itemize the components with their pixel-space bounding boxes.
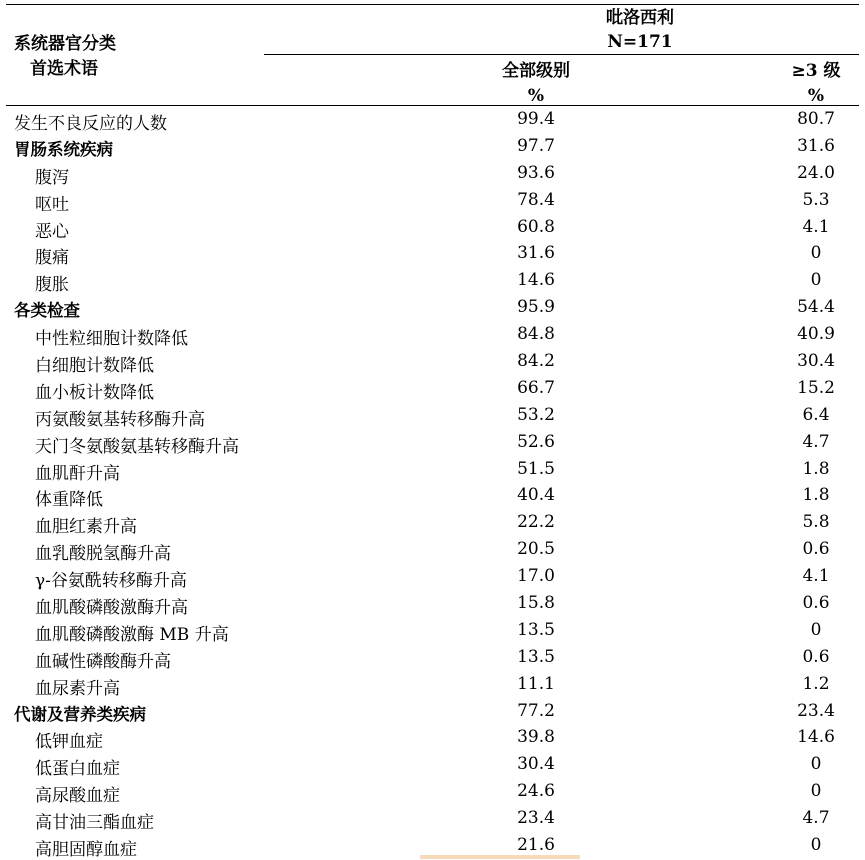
all-grades-value: 77.2 — [517, 700, 555, 721]
grade3-value: 31.6 — [797, 135, 835, 156]
row-term: 血肌酸磷酸激酶 MB 升高 — [35, 624, 229, 645]
all-grades-value: 78.4 — [517, 189, 555, 210]
grade3-value: 1.8 — [802, 458, 830, 479]
all-grades-value: 97.7 — [517, 135, 555, 156]
table-row — [0, 268, 865, 295]
header-soc: 系统器官分类 — [14, 34, 116, 54]
all-grades-value: 11.1 — [517, 673, 555, 694]
grade3-value: 0 — [810, 781, 822, 802]
grade3-value: 23.4 — [797, 700, 835, 721]
row-term: 呕吐 — [35, 194, 69, 215]
all-grades-value: 66.7 — [517, 377, 555, 398]
all-grades-value: 84.8 — [517, 324, 555, 345]
grade3-value: 0.6 — [802, 646, 830, 667]
table-row — [0, 215, 865, 242]
row-term: 高胆固醇血症 — [35, 840, 137, 860]
table-row — [0, 672, 865, 699]
grade3-value: 6.4 — [802, 404, 830, 425]
row-term: 腹泻 — [35, 167, 69, 188]
grade3-value: 1.2 — [802, 673, 830, 694]
grade3-value: 15.2 — [797, 377, 835, 398]
table-row — [0, 376, 865, 403]
header-drug-name: 吡洛西利 — [606, 8, 674, 28]
row-term: 血尿素升高 — [35, 678, 120, 699]
all-grades-value: 15.8 — [517, 593, 555, 614]
grade3-value: 54.4 — [797, 297, 835, 318]
category-row — [0, 295, 865, 322]
row-term: 各类检查 — [14, 301, 80, 321]
row-term: 血小板计数降低 — [35, 382, 154, 403]
row-term: 血胆红素升高 — [35, 517, 137, 538]
table-row — [0, 537, 865, 564]
grade3-value: 0 — [810, 835, 822, 856]
grade3-value: 14.6 — [797, 727, 835, 748]
grade3-value: 0 — [810, 619, 822, 640]
table-row — [0, 107, 865, 134]
grade3-value: 4.1 — [802, 216, 830, 237]
header-grade3-unit: % — [807, 86, 825, 106]
all-grades-value: 93.6 — [517, 162, 555, 183]
grade3-value: 0.6 — [802, 539, 830, 560]
row-term: 体重降低 — [35, 490, 103, 511]
table-row — [0, 457, 865, 484]
all-grades-value: 99.4 — [517, 109, 555, 129]
row-term: 血碱性磷酸酶升高 — [35, 651, 171, 672]
all-grades-value: 60.8 — [517, 216, 555, 237]
table-top-rule — [6, 4, 859, 5]
grade3-value: 24.0 — [797, 162, 835, 183]
all-grades-value: 95.9 — [517, 297, 555, 318]
header-grade3: ≥3 级 — [791, 61, 841, 81]
table-row — [0, 430, 865, 457]
table-row — [0, 349, 865, 376]
all-grades-value: 22.2 — [517, 512, 555, 533]
grade3-value: 4.7 — [802, 808, 830, 829]
all-grades-value: 21.6 — [517, 835, 555, 856]
header-preferred-term: 首选术语 — [30, 59, 98, 79]
page-footer-mark — [420, 855, 580, 859]
header-all-grades: 全部级别 — [502, 61, 570, 81]
row-term: 恶心 — [35, 221, 69, 242]
table-row — [0, 188, 865, 215]
row-term: 胃肠系统疾病 — [14, 139, 113, 159]
row-term: 发生不良反应的人数 — [14, 114, 167, 134]
row-term: 血乳酸脱氢酶升高 — [35, 544, 171, 565]
grade3-value: 4.7 — [802, 431, 830, 452]
row-term: 低蛋白血症 — [35, 759, 120, 780]
all-grades-value: 17.0 — [517, 566, 555, 587]
all-grades-value: 84.2 — [517, 351, 555, 372]
table-row — [0, 591, 865, 618]
drug-header-rule — [264, 54, 859, 55]
row-term: 高尿酸血症 — [35, 786, 120, 807]
grade3-value: 30.4 — [797, 351, 835, 372]
grade3-value: 0 — [810, 754, 822, 775]
table-row — [0, 241, 865, 268]
row-term: γ-谷氨酰转移酶升高 — [35, 571, 187, 592]
all-grades-value: 14.6 — [517, 270, 555, 291]
table-row — [0, 752, 865, 779]
grade3-value: 40.9 — [797, 324, 835, 345]
table-row — [0, 618, 865, 645]
all-grades-value: 13.5 — [517, 646, 555, 667]
grade3-value: 5.8 — [802, 512, 830, 533]
grade3-value: 0 — [810, 243, 822, 264]
header-drug-n: N=171 — [607, 32, 673, 52]
all-grades-value: 40.4 — [517, 485, 555, 506]
table-row — [0, 725, 865, 752]
row-term: 白细胞计数降低 — [35, 356, 154, 377]
header-all-grades-unit: % — [527, 86, 545, 106]
all-grades-value: 39.8 — [517, 727, 555, 748]
row-term: 血肌酸磷酸激酶升高 — [35, 598, 188, 619]
grade3-value: 0.6 — [802, 593, 830, 614]
row-term: 低钾血症 — [35, 732, 103, 753]
grade3-value: 4.1 — [802, 566, 830, 587]
table-row — [0, 403, 865, 430]
row-term: 高甘油三酯血症 — [35, 813, 154, 834]
all-grades-value: 53.2 — [517, 404, 555, 425]
all-grades-value: 20.5 — [517, 539, 555, 560]
row-term: 血肌酐升高 — [35, 463, 120, 484]
table-row — [0, 322, 865, 349]
row-term: 天门冬氨酸氨基转移酶升高 — [35, 436, 239, 457]
table-row — [0, 564, 865, 591]
table-row — [0, 483, 865, 510]
category-row — [0, 134, 865, 161]
all-grades-value: 24.6 — [517, 781, 555, 802]
grade3-value: 5.3 — [802, 189, 830, 210]
row-term: 腹胀 — [35, 275, 69, 296]
grade3-value: 80.7 — [797, 109, 835, 129]
row-term: 腹痛 — [35, 248, 69, 269]
table-row — [0, 161, 865, 188]
table-row — [0, 779, 865, 806]
all-grades-value: 31.6 — [517, 243, 555, 264]
table-body — [0, 107, 865, 860]
row-term: 中性粒细胞计数降低 — [35, 329, 188, 350]
table-row — [0, 806, 865, 833]
all-grades-value: 13.5 — [517, 619, 555, 640]
row-term: 丙氨酸氨基转移酶升高 — [35, 409, 205, 430]
category-row — [0, 699, 865, 726]
table-row — [0, 645, 865, 672]
row-term: 代谢及营养类疾病 — [14, 704, 146, 724]
grade3-value: 0 — [810, 270, 822, 291]
all-grades-value: 23.4 — [517, 808, 555, 829]
grade3-value: 1.8 — [802, 485, 830, 506]
table-row — [0, 510, 865, 537]
all-grades-value: 52.6 — [517, 431, 555, 452]
all-grades-value: 51.5 — [517, 458, 555, 479]
all-grades-value: 30.4 — [517, 754, 555, 775]
